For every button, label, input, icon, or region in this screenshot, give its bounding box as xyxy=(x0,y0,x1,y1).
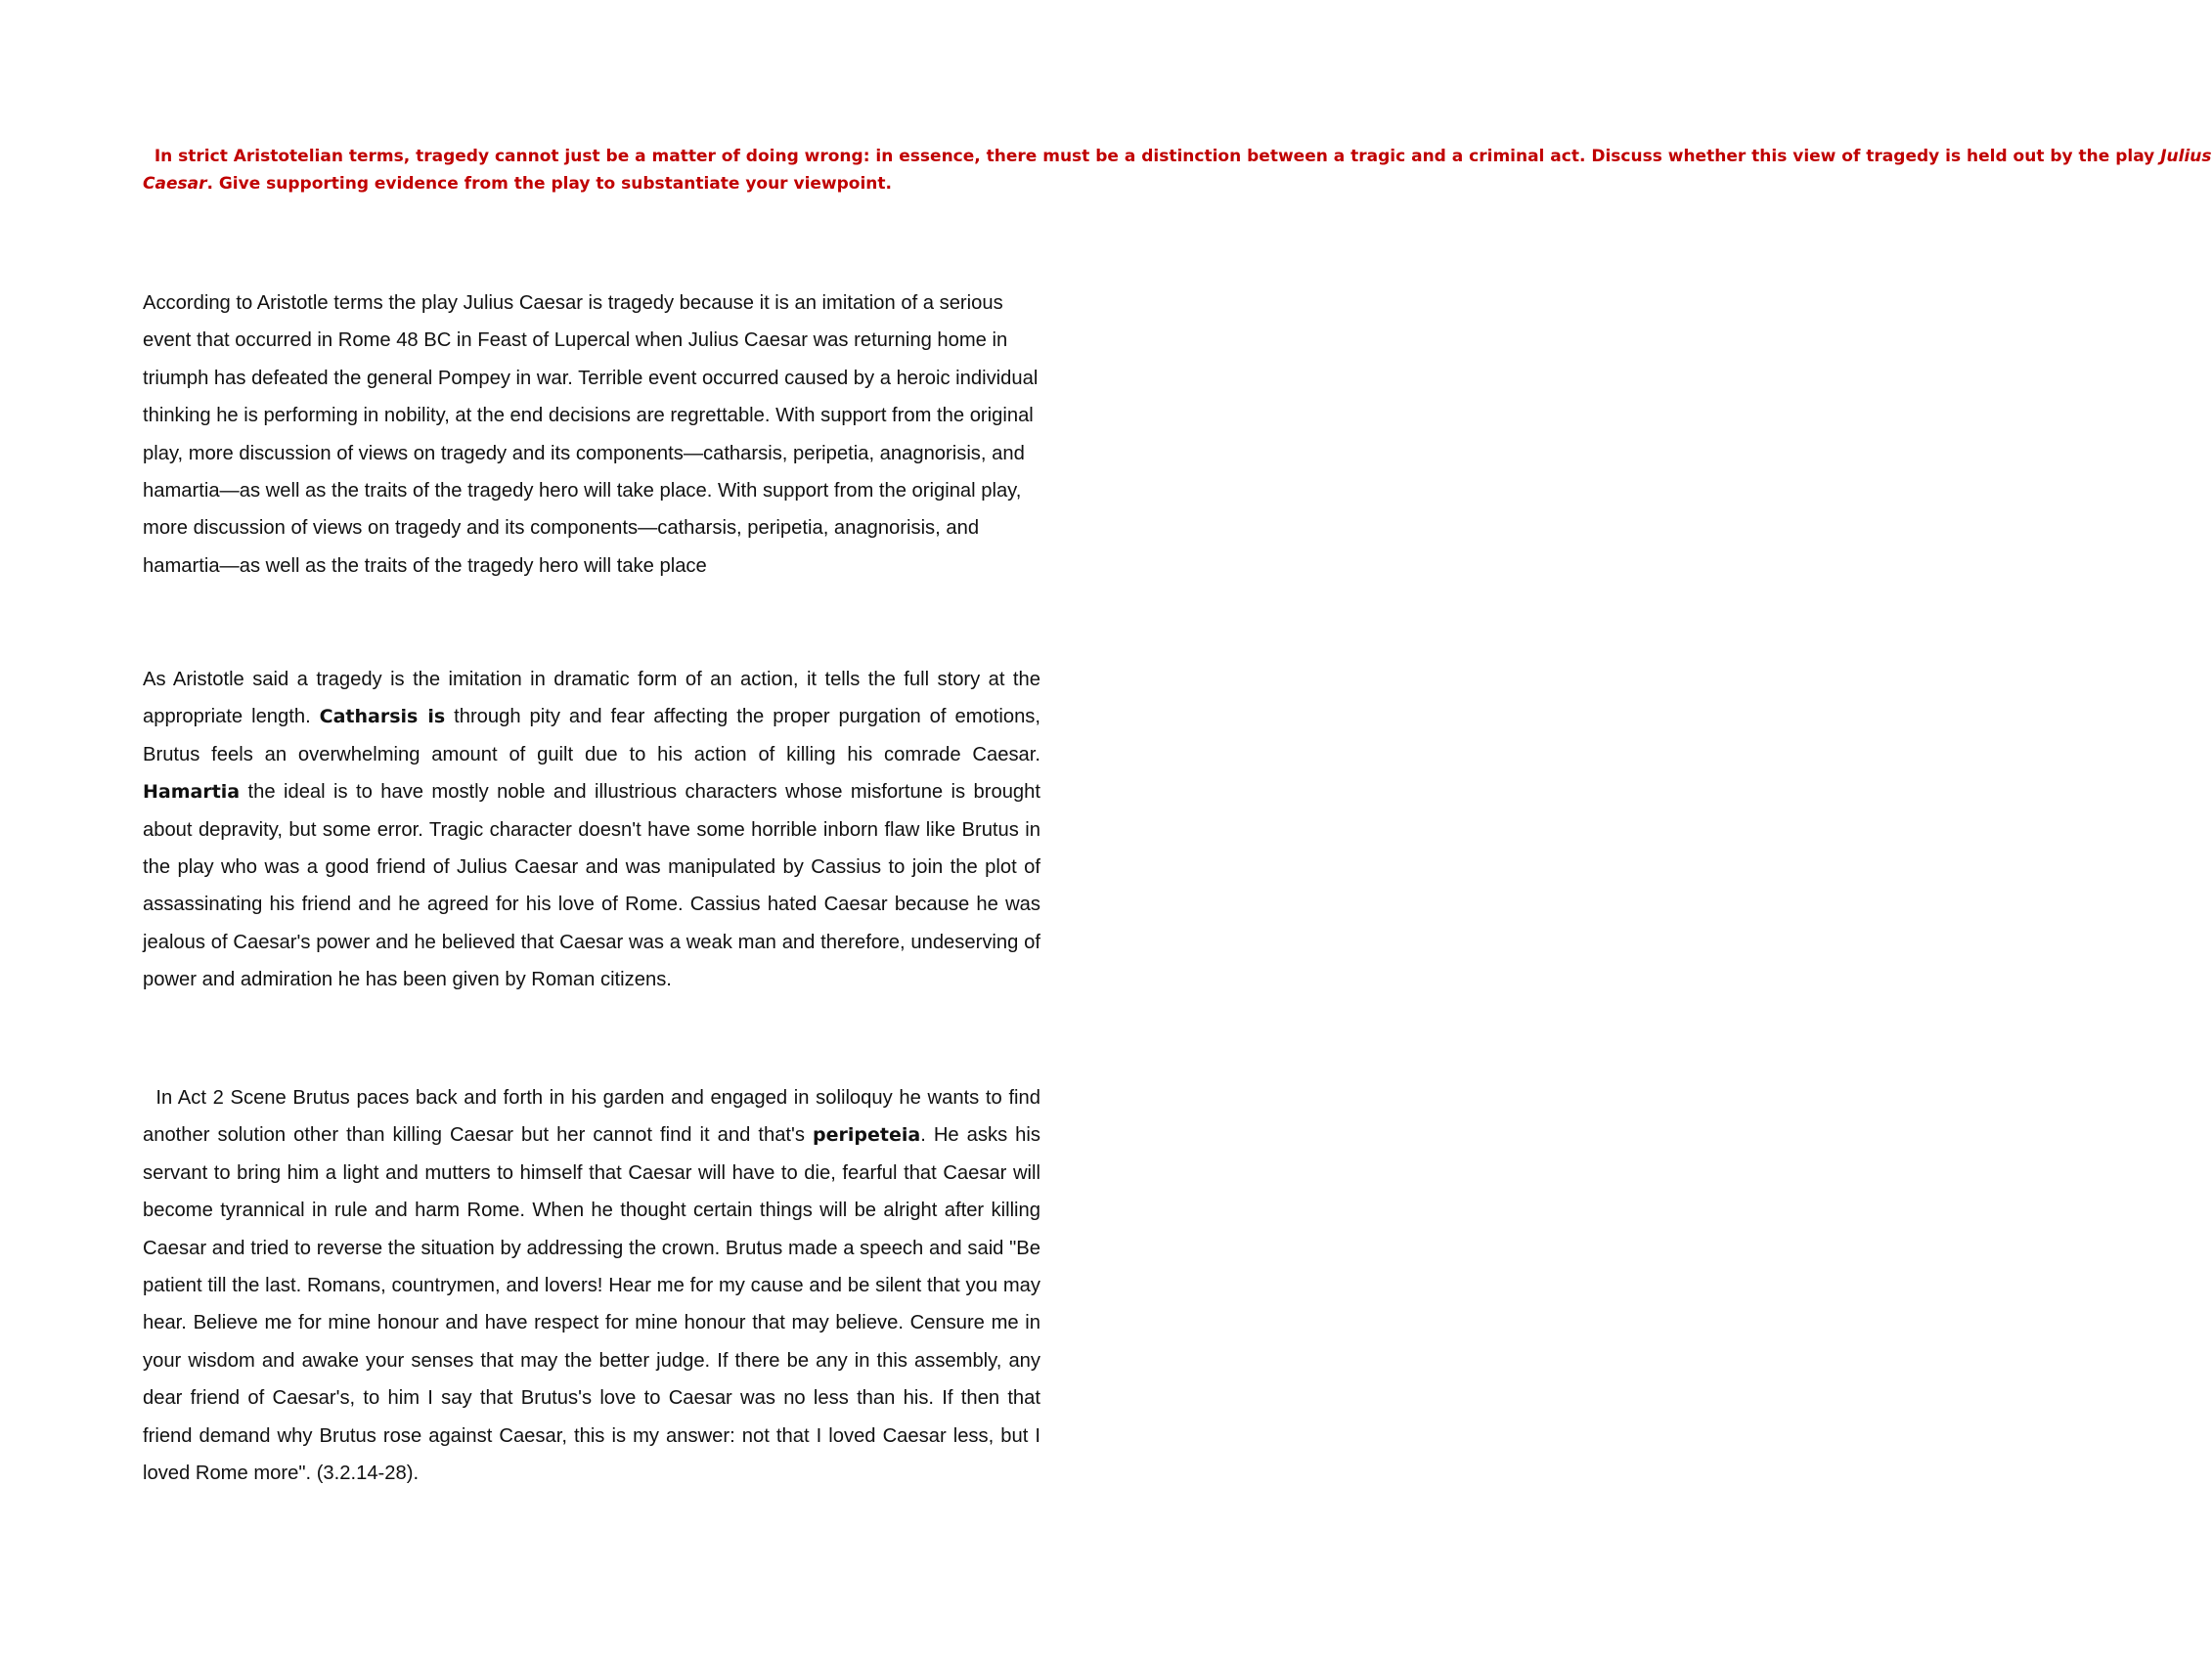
paragraph-2-part-a: As Aristotle said a tragedy is the imitation in dramatic form of an action, it tells the full story at the appropriate length. xyxy=(143,669,1040,728)
prompt-lead: In strict Aristotelian terms, tragedy cannot just be a matter of doing wrong: in essence, there must be a distinction between a tragic and a criminal act. Discuss whether this view of tragedy is held out by the play xyxy=(143,147,2161,166)
paragraph-2-part-c: the ideal is to have mostly noble and illustrious characters whose misfortune is brought about depravity, but some error. Tragic character doesn't have some horrible inborn flaw like Brutus in the play who was a good friend of Julius Caesar and was manipulated by Cassius to join the plot of assassinating his friend and he agreed for his love of Rome. Cassius hated Caesar because he was jealous of Caesar's power and he believed that Caesar was a weak man and therefore, undeserving of power and admiration he has been given by Roman citizens. xyxy=(143,781,1040,991)
paragraph-peripeteia xyxy=(143,1079,1046,1492)
term-hamartia: Hamartia xyxy=(143,781,241,804)
paragraph-3-part-b: . He asks his servant to bring him a light and mutters to himself that Caesar will have to die, fearful that Caesar will become tyrannical in rule and harm Rome. When he thought certain things will be alright after killing Caesar and tried to reverse the situation by addressing the crown. Brutus made a speech and said "Be patient till the last. Romans, countrymen, and lovers! Hear me for my cause and be silent that you may hear. Believe me for mine honour and have respect for mine honour that may believe. Censure me in your wisdom and awake your senses that may the better judge. If there be any in this assembly, any dear friend of Caesar's, to him I say that Brutus's love to Caesar was no less than his. If then that friend demand why Brutus rose against Caesar, this is my answer: not that I loved Caesar less, but I loved Rome more". (3.2.14-28). xyxy=(143,1124,1040,1485)
essay-prompt xyxy=(143,143,2212,197)
paragraph-introduction: According to Aristotle terms the play Julius Caesar is tragedy because it is an imitation of a serious event that occurred in Rome 48 BC in Feast of Lupercal when Julius Caesar was returning home in triumph has defeated the general Pompey in war. Terrible event occurred caused by a heroic individual thinking he is performing in nobility, at the end decisions are regrettable. With support from the original play, more discussion of views on tragedy and its components—catharsis, peripetia, anagnorisis, and hamartia—as well as the traits of the tragedy hero will take place. With support from the original play, more discussion of views on tragedy and its components—catharsis, peripetia, anagnorisis, and hamartia—as well as the traits of the tragedy hero will take place xyxy=(143,292,1039,577)
prompt-play-title: Julius Caesar xyxy=(143,147,2212,194)
paragraph-catharsis-hamartia xyxy=(143,661,1040,999)
prompt-tail: . Give supporting evidence from the play to substantiate your viewpoint. xyxy=(206,174,892,194)
term-peripeteia: peripeteia xyxy=(813,1124,921,1147)
paragraph-2-part-b: through pity and fear affecting the proper purgation of emotions, Brutus feels an overwhelming amount of guilt due to his action of killing his comrade Caesar. xyxy=(143,706,1040,765)
paragraph-3-part-a: In Act 2 Scene Brutus paces back and forth in his garden and engaged in soliloquy he wants to find another solution other than killing Caesar but her cannot find it and that's xyxy=(143,1087,1046,1147)
term-catharsis: Catharsis is xyxy=(319,706,446,728)
